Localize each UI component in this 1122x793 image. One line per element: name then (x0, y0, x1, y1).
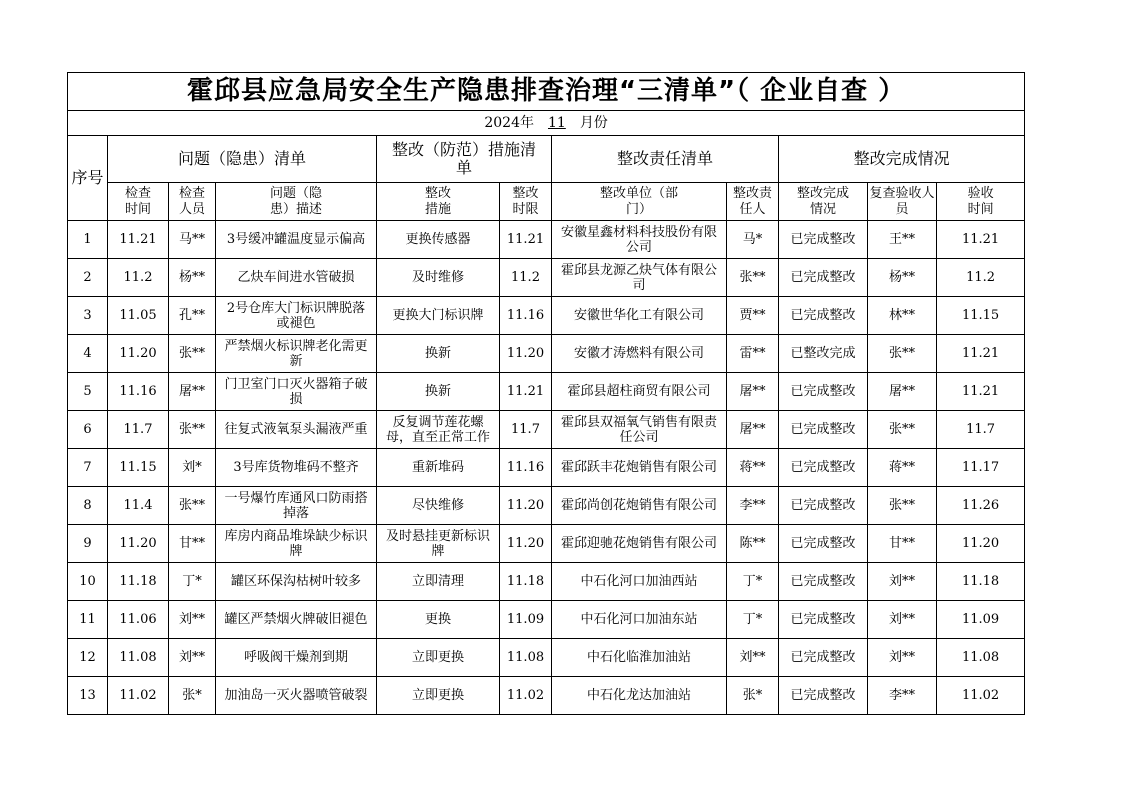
month-line (68, 111, 1025, 136)
cell-person: 雷** (727, 335, 779, 373)
cell-deadline: 11.7 (500, 411, 552, 449)
cell-status: 已完成整改 (779, 221, 868, 259)
cell-deadline: 11.08 (500, 639, 552, 677)
header-unit: 整改单位（部门） (552, 183, 727, 221)
month-value: 11 (547, 115, 566, 131)
header-measure-list: 整改（防范）措施清单 (377, 136, 552, 183)
cell-check-time: 11.18 (108, 563, 169, 601)
table-row (68, 297, 1025, 335)
cell-description: 往复式液氧泵头漏液严重 (216, 411, 377, 449)
cell-description: 乙炔车间进水管破损 (216, 259, 377, 297)
cell-unit: 霍邱迎驰花炮销售有限公司 (552, 525, 727, 563)
cell-seq: 10 (68, 563, 108, 601)
cell-description: 3号库货物堆码不整齐 (216, 449, 377, 487)
cell-check-time: 11.02 (108, 677, 169, 715)
cell-check-time: 11.2 (108, 259, 169, 297)
cell-status: 已完成整改 (779, 297, 868, 335)
cell-reviewer: 张** (868, 411, 937, 449)
cell-measure: 更换传感器 (377, 221, 500, 259)
cell-person: 李** (727, 487, 779, 525)
cell-unit: 中石化河口加油东站 (552, 601, 727, 639)
cell-measure: 及时悬挂更新标识牌 (377, 525, 500, 563)
cell-seq: 9 (68, 525, 108, 563)
cell-deadline: 11.18 (500, 563, 552, 601)
cell-accept-time: 11.21 (937, 221, 1025, 259)
cell-measure: 更换大门标识牌 (377, 297, 500, 335)
header-check-time: 检查时间 (108, 183, 169, 221)
cell-seq: 3 (68, 297, 108, 335)
cell-checker: 刘* (169, 449, 216, 487)
cell-accept-time: 11.02 (937, 677, 1025, 715)
cell-check-time: 11.21 (108, 221, 169, 259)
cell-seq: 8 (68, 487, 108, 525)
header-completion: 整改完成情况 (779, 136, 1025, 183)
table-row (68, 601, 1025, 639)
table-row (68, 335, 1025, 373)
cell-person: 屠** (727, 411, 779, 449)
cell-check-time: 11.16 (108, 373, 169, 411)
cell-unit: 安徽星鑫材料科技股份有限公司 (552, 221, 727, 259)
cell-status: 已完成整改 (779, 411, 868, 449)
cell-checker: 刘** (169, 601, 216, 639)
cell-reviewer: 甘** (868, 525, 937, 563)
cell-checker: 张** (169, 411, 216, 449)
header-seq: 序号 (68, 136, 108, 221)
cell-seq: 11 (68, 601, 108, 639)
cell-check-time: 11.06 (108, 601, 169, 639)
cell-deadline: 11.02 (500, 677, 552, 715)
cell-deadline: 11.20 (500, 335, 552, 373)
cell-accept-time: 11.2 (937, 259, 1025, 297)
cell-deadline: 11.16 (500, 297, 552, 335)
cell-measure: 反复调节莲花螺母，直至正常工作 (377, 411, 500, 449)
cell-person: 蒋** (727, 449, 779, 487)
cell-status: 已完成整改 (779, 639, 868, 677)
cell-unit: 中石化龙达加油站 (552, 677, 727, 715)
cell-checker: 孔** (169, 297, 216, 335)
cell-description: 加油岛一灭火器喷管破裂 (216, 677, 377, 715)
cell-checker: 刘** (169, 639, 216, 677)
cell-accept-time: 11.21 (937, 335, 1025, 373)
cell-unit: 中石化河口加油西站 (552, 563, 727, 601)
hazard-inspection-table (67, 72, 1025, 715)
cell-accept-time: 11.21 (937, 373, 1025, 411)
cell-person: 丁* (727, 563, 779, 601)
cell-measure: 立即更换 (377, 639, 500, 677)
cell-seq: 6 (68, 411, 108, 449)
cell-description: 库房内商品堆垛缺少标识牌 (216, 525, 377, 563)
cell-seq: 13 (68, 677, 108, 715)
page-title: 霍邱县应急局安全生产隐患排查治理“三清单”（ 企业自查 ） (68, 73, 1025, 111)
cell-unit: 霍邱县超柱商贸有限公司 (552, 373, 727, 411)
cell-status: 已完成整改 (779, 525, 868, 563)
header-responsibility-list: 整改责任清单 (552, 136, 779, 183)
cell-reviewer: 刘** (868, 639, 937, 677)
cell-seq: 4 (68, 335, 108, 373)
header-deadline: 整改时限 (500, 183, 552, 221)
cell-checker: 张* (169, 677, 216, 715)
cell-measure: 更换 (377, 601, 500, 639)
cell-measure: 重新堆码 (377, 449, 500, 487)
cell-measure: 尽快维修 (377, 487, 500, 525)
cell-deadline: 11.21 (500, 373, 552, 411)
cell-checker: 甘** (169, 525, 216, 563)
header-checker: 检查人员 (169, 183, 216, 221)
cell-reviewer: 刘** (868, 601, 937, 639)
cell-accept-time: 11.15 (937, 297, 1025, 335)
table-row (68, 525, 1025, 563)
cell-unit: 安徽才涛燃料有限公司 (552, 335, 727, 373)
cell-reviewer: 李** (868, 677, 937, 715)
cell-seq: 5 (68, 373, 108, 411)
header-measure: 整改措施 (377, 183, 500, 221)
cell-accept-time: 11.09 (937, 601, 1025, 639)
cell-seq: 1 (68, 221, 108, 259)
cell-person: 屠** (727, 373, 779, 411)
table-row (68, 373, 1025, 411)
cell-unit: 中石化临淮加油站 (552, 639, 727, 677)
cell-accept-time: 11.26 (937, 487, 1025, 525)
header-person: 整改责任人 (727, 183, 779, 221)
header-description: 问题（隐患）描述 (216, 183, 377, 221)
cell-check-time: 11.20 (108, 525, 169, 563)
cell-checker: 屠** (169, 373, 216, 411)
cell-description: 严禁烟火标识牌老化需更新 (216, 335, 377, 373)
cell-measure: 立即更换 (377, 677, 500, 715)
header-status: 整改完成情况 (779, 183, 868, 221)
cell-check-time: 11.05 (108, 297, 169, 335)
cell-reviewer: 王** (868, 221, 937, 259)
year-label: 2024年 (484, 115, 534, 131)
cell-status: 已完成整改 (779, 373, 868, 411)
cell-deadline: 11.20 (500, 525, 552, 563)
cell-reviewer: 杨** (868, 259, 937, 297)
cell-description: 罐区环保沟枯树叶较多 (216, 563, 377, 601)
cell-deadline: 11.20 (500, 487, 552, 525)
cell-status: 已完成整改 (779, 601, 868, 639)
cell-status: 已完成整改 (779, 449, 868, 487)
cell-status: 已完成整改 (779, 677, 868, 715)
cell-person: 刘** (727, 639, 779, 677)
table-row (68, 221, 1025, 259)
cell-deadline: 11.2 (500, 259, 552, 297)
table-row (68, 411, 1025, 449)
cell-checker: 杨** (169, 259, 216, 297)
table-row (68, 487, 1025, 525)
cell-status: 已完成整改 (779, 259, 868, 297)
cell-seq: 7 (68, 449, 108, 487)
cell-description: 罐区严禁烟火牌破旧褪色 (216, 601, 377, 639)
cell-status: 已整改完成 (779, 335, 868, 373)
cell-checker: 马** (169, 221, 216, 259)
cell-reviewer: 蒋** (868, 449, 937, 487)
cell-description: 门卫室门口灭火器箱子破损 (216, 373, 377, 411)
cell-unit: 霍邱县龙源乙炔气体有限公司 (552, 259, 727, 297)
cell-person: 贾** (727, 297, 779, 335)
cell-check-time: 11.20 (108, 335, 169, 373)
cell-person: 张** (727, 259, 779, 297)
month-label: 月份 (579, 115, 608, 131)
cell-description: 2号仓库大门标识牌脱落或褪色 (216, 297, 377, 335)
table-row (68, 677, 1025, 715)
cell-measure: 立即清理 (377, 563, 500, 601)
cell-checker: 丁* (169, 563, 216, 601)
table-row (68, 639, 1025, 677)
cell-reviewer: 刘** (868, 563, 937, 601)
cell-check-time: 11.15 (108, 449, 169, 487)
cell-description: 呼吸阀干燥剂到期 (216, 639, 377, 677)
cell-seq: 12 (68, 639, 108, 677)
cell-unit: 安徽世华化工有限公司 (552, 297, 727, 335)
cell-measure: 及时维修 (377, 259, 500, 297)
cell-status: 已完成整改 (779, 487, 868, 525)
table-row (68, 563, 1025, 601)
header-problem-list: 问题（隐患）清单 (108, 136, 377, 183)
cell-deadline: 11.09 (500, 601, 552, 639)
cell-measure: 换新 (377, 373, 500, 411)
cell-reviewer: 张** (868, 335, 937, 373)
cell-check-time: 11.4 (108, 487, 169, 525)
cell-description: 3号缓冲罐温度显示偏高 (216, 221, 377, 259)
cell-check-time: 11.08 (108, 639, 169, 677)
cell-reviewer: 林** (868, 297, 937, 335)
cell-reviewer: 屠** (868, 373, 937, 411)
header-accept-time: 验收时间 (937, 183, 1025, 221)
cell-unit: 霍邱县双福氧气销售有限责任公司 (552, 411, 727, 449)
cell-accept-time: 11.7 (937, 411, 1025, 449)
cell-check-time: 11.7 (108, 411, 169, 449)
header-reviewer: 复查验收人员 (868, 183, 937, 221)
cell-person: 张* (727, 677, 779, 715)
cell-accept-time: 11.20 (937, 525, 1025, 563)
cell-measure: 换新 (377, 335, 500, 373)
cell-unit: 霍邱跃丰花炮销售有限公司 (552, 449, 727, 487)
cell-reviewer: 张** (868, 487, 937, 525)
cell-deadline: 11.21 (500, 221, 552, 259)
cell-description: 一号爆竹库通风口防雨搭掉落 (216, 487, 377, 525)
cell-accept-time: 11.08 (937, 639, 1025, 677)
cell-seq: 2 (68, 259, 108, 297)
cell-accept-time: 11.17 (937, 449, 1025, 487)
cell-unit: 霍邱尚创花炮销售有限公司 (552, 487, 727, 525)
table-row (68, 449, 1025, 487)
cell-checker: 张** (169, 487, 216, 525)
table-row (68, 259, 1025, 297)
cell-accept-time: 11.18 (937, 563, 1025, 601)
cell-deadline: 11.16 (500, 449, 552, 487)
cell-person: 马* (727, 221, 779, 259)
cell-person: 陈** (727, 525, 779, 563)
cell-person: 丁* (727, 601, 779, 639)
cell-status: 已完成整改 (779, 563, 868, 601)
cell-checker: 张** (169, 335, 216, 373)
